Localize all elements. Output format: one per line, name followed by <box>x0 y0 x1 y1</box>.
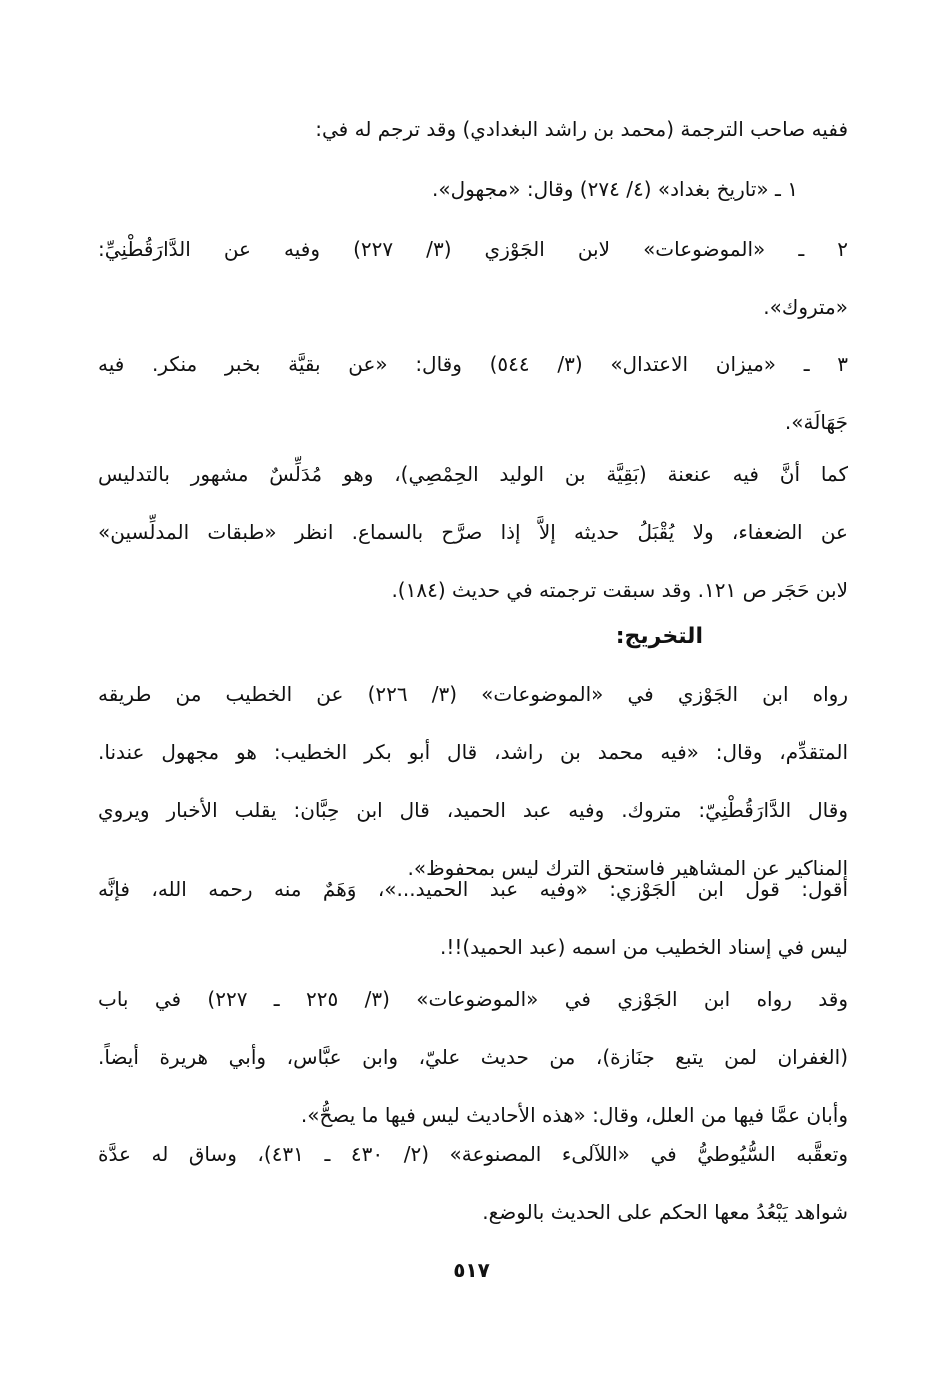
section-heading-takhrij: التخريج: <box>615 624 703 649</box>
text-line: وأبان عمَّا فيها من العلل، وقال: «هذه الأحاديث ليس فيها ما يصحُّ». <box>300 1103 848 1127</box>
text-line: شواهد يَبْعُدُ معها الحكم على الحديث بالوضع. <box>482 1200 848 1224</box>
text-line: ليس في إسناد الخطيب من اسمه (عبد الحميد)!!. <box>439 935 848 959</box>
paragraph-ibn-jawzi <box>98 970 848 1144</box>
text-line: وقد رواه ابن الجَوْزي في «الموضوعات» (٣/ ٢٢٥ ـ ٢٢٧) في باب <box>98 987 848 1011</box>
text-line: وتعقَّبه السُّيُوطيُّ في «اللآلىء المصنوعة» (٢/ ٤٣٠ ـ ٤٣١)، وساق له عدَّة <box>98 1142 848 1166</box>
text-line: وقال الدَّارَقُطْنِيّ: متروك. وفيه عبد الحميد، قال ابن حِبَّان: يقلب الأخبار ويروي <box>98 798 848 822</box>
text-line: (الغفران لمن يتبع جنَازة)، من حديث عليّ، وابن عبَّاس، وأبي هريرة أيضاً. <box>98 1045 848 1069</box>
page-number: ٥١٧ <box>453 1258 490 1282</box>
text-line: لابن حَجَر ص ١٢١. وقد سبقت ترجمته في حديث (١٨٤). <box>391 578 848 602</box>
text-line: ففيه صاحب الترجمة (محمد بن راشد البغدادي) وقد ترجم له في: <box>315 117 848 141</box>
paragraph-suyuti <box>98 1125 848 1241</box>
paragraph-intro <box>98 100 848 158</box>
text-line: المتقدِّم، وقال: «فيه محمد بن راشد، قال أبو بكر الخطيب: هو مجهول عندنا. <box>98 740 848 764</box>
text-line: ٣ ـ «ميزان الاعتدال» (٣/ ٥٤٤) وقال: «عن بقيَّة بخبر منكر. فيه <box>98 352 848 376</box>
paragraph-aqool <box>98 860 848 976</box>
text-line: عن الضعفاء، ولا يُقْبَلُ حديثه إلاَّ إذا صرَّح بالسماع. انظر «طبقات المدلِّسين» <box>98 520 848 544</box>
text-line: أقول: قول ابن الجَوْزي: «وفيه عبد الحميد...»، وَهَمٌ منه رحمه الله، فإنَّه <box>98 877 848 901</box>
paragraph-tadlis <box>98 445 848 619</box>
paragraph-source-3 <box>98 335 848 451</box>
text-line: رواه ابن الجَوْزي في «الموضوعات» (٣/ ٢٢٦) عن الخطيب من طريقه <box>98 682 848 706</box>
text-line: المناكير عن المشاهير فاستحق الترك ليس بمحفوظ». <box>407 856 848 880</box>
text-line: جَهَالَة». <box>784 410 848 434</box>
text-line: ٢ ـ «الموضوعات» لابن الجَوْزي (٣/ ٢٢٧) وفيه عن الدَّارَقُطْنِيِّ: <box>98 237 848 261</box>
paragraph-source-2 <box>98 220 848 336</box>
text-line: ١ ـ «تاريخ بغداد» (٤/ ٢٧٤) وقال: «مجهول». <box>431 177 798 201</box>
text-line: كما أنَّ فيه عنعنة (بَقِيَّة بن الوليد الحِمْصِي)، وهو مُدَلِّسٌ مشهور بالتدليس <box>98 462 848 486</box>
paragraph-source-1 <box>98 160 798 218</box>
text-line: «متروك». <box>763 295 848 319</box>
